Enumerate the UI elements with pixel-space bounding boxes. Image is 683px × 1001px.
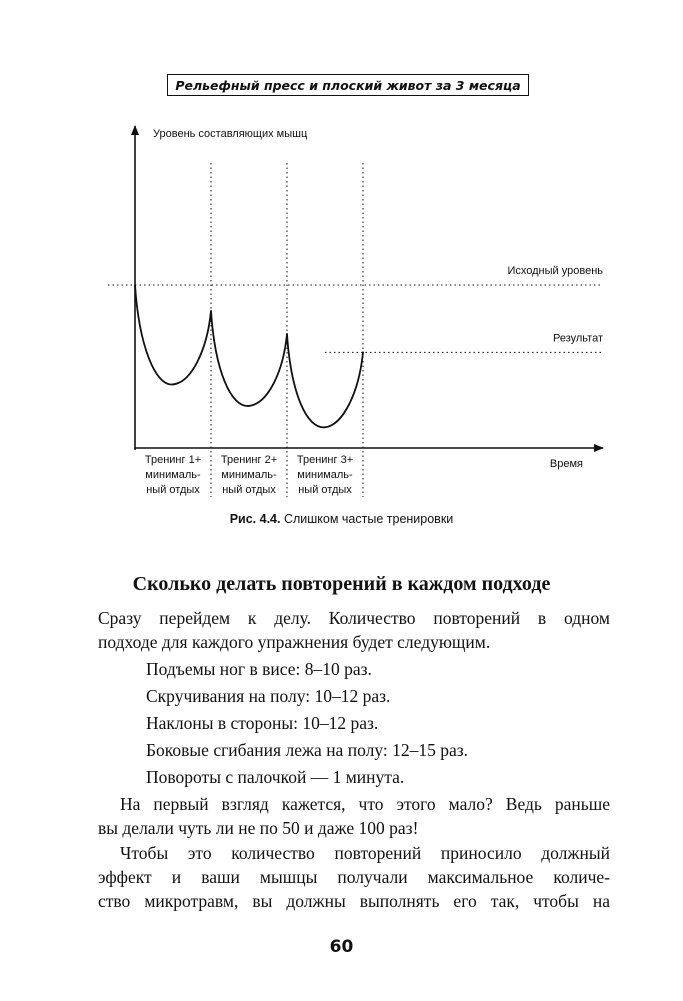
data-point (286, 333, 288, 335)
paragraph-3-line-1: Чтобы это количество повторений приносило должный (120, 843, 610, 863)
training-label-line2: минималь- (221, 469, 277, 481)
paragraph-2-line-1: На первый взгляд кажется, что этого мало? Ведь раньше (120, 794, 610, 814)
data-point (134, 284, 136, 286)
training-label-line1: Тренинг 1+ (144, 454, 202, 466)
figure-caption-label: Рис. 4.4. (229, 512, 281, 526)
list-item: Подъемы ног в висе: 8–10 раз. (146, 659, 372, 679)
list-item: Боковые сгибания лежа на полу: 12–15 раз. (146, 740, 469, 760)
data-point (362, 351, 364, 353)
paragraph-3-line-3: ство микротравм, вы должны выполнять его так, чтобы на (98, 891, 610, 911)
reference-label-result: Результат (552, 332, 603, 345)
paragraph-3-line-2: эффект и ваши мышцы получали максимальное количе- (98, 867, 610, 887)
paragraph-2-line-2: вы делали чуть ли не по 50 и даже 100 раз! (98, 818, 419, 838)
page-number: 60 (329, 937, 354, 957)
training-label-line3: ный отдых (222, 484, 276, 496)
list-item: Скручивания на полу: 10–12 раз. (146, 686, 391, 706)
training-label-line1: Тренинг 3+ (296, 454, 354, 466)
x-axis-label: Время (549, 458, 583, 470)
figure-caption (0, 512, 683, 526)
data-point (248, 405, 250, 407)
data-point (210, 310, 212, 312)
training-label-line3: ный отдых (146, 484, 200, 496)
y-axis-label: Уровень составляющих мышц (153, 128, 308, 140)
section-title: Сколько делать повторений в каждом подходе (132, 573, 551, 595)
list-item: Повороты с палочкой — 1 минута. (146, 767, 405, 787)
running-header: Рельефный пресс и плоский живот за 3 месяца (167, 74, 529, 96)
list-item: Наклоны в стороны: 10–12 раз. (146, 713, 379, 733)
training-label-line3: ный отдых (298, 484, 352, 496)
training-label-line2: минималь- (297, 469, 353, 481)
figure-caption-text: Слишком частые тренировки (280, 512, 454, 526)
paragraph-1-line-2: подходе для каждого упражнения будет следующим. (98, 632, 491, 652)
data-point (324, 426, 326, 428)
training-label-line2: минималь- (145, 469, 201, 481)
paragraph-1-line-1: Сразу перейдем к делу. Количество повторений в одном (98, 608, 610, 628)
reference-label-initial: Исходный уровень (507, 265, 603, 277)
training-label-line1: Тренинг 2+ (220, 454, 278, 466)
data-point (172, 384, 174, 386)
